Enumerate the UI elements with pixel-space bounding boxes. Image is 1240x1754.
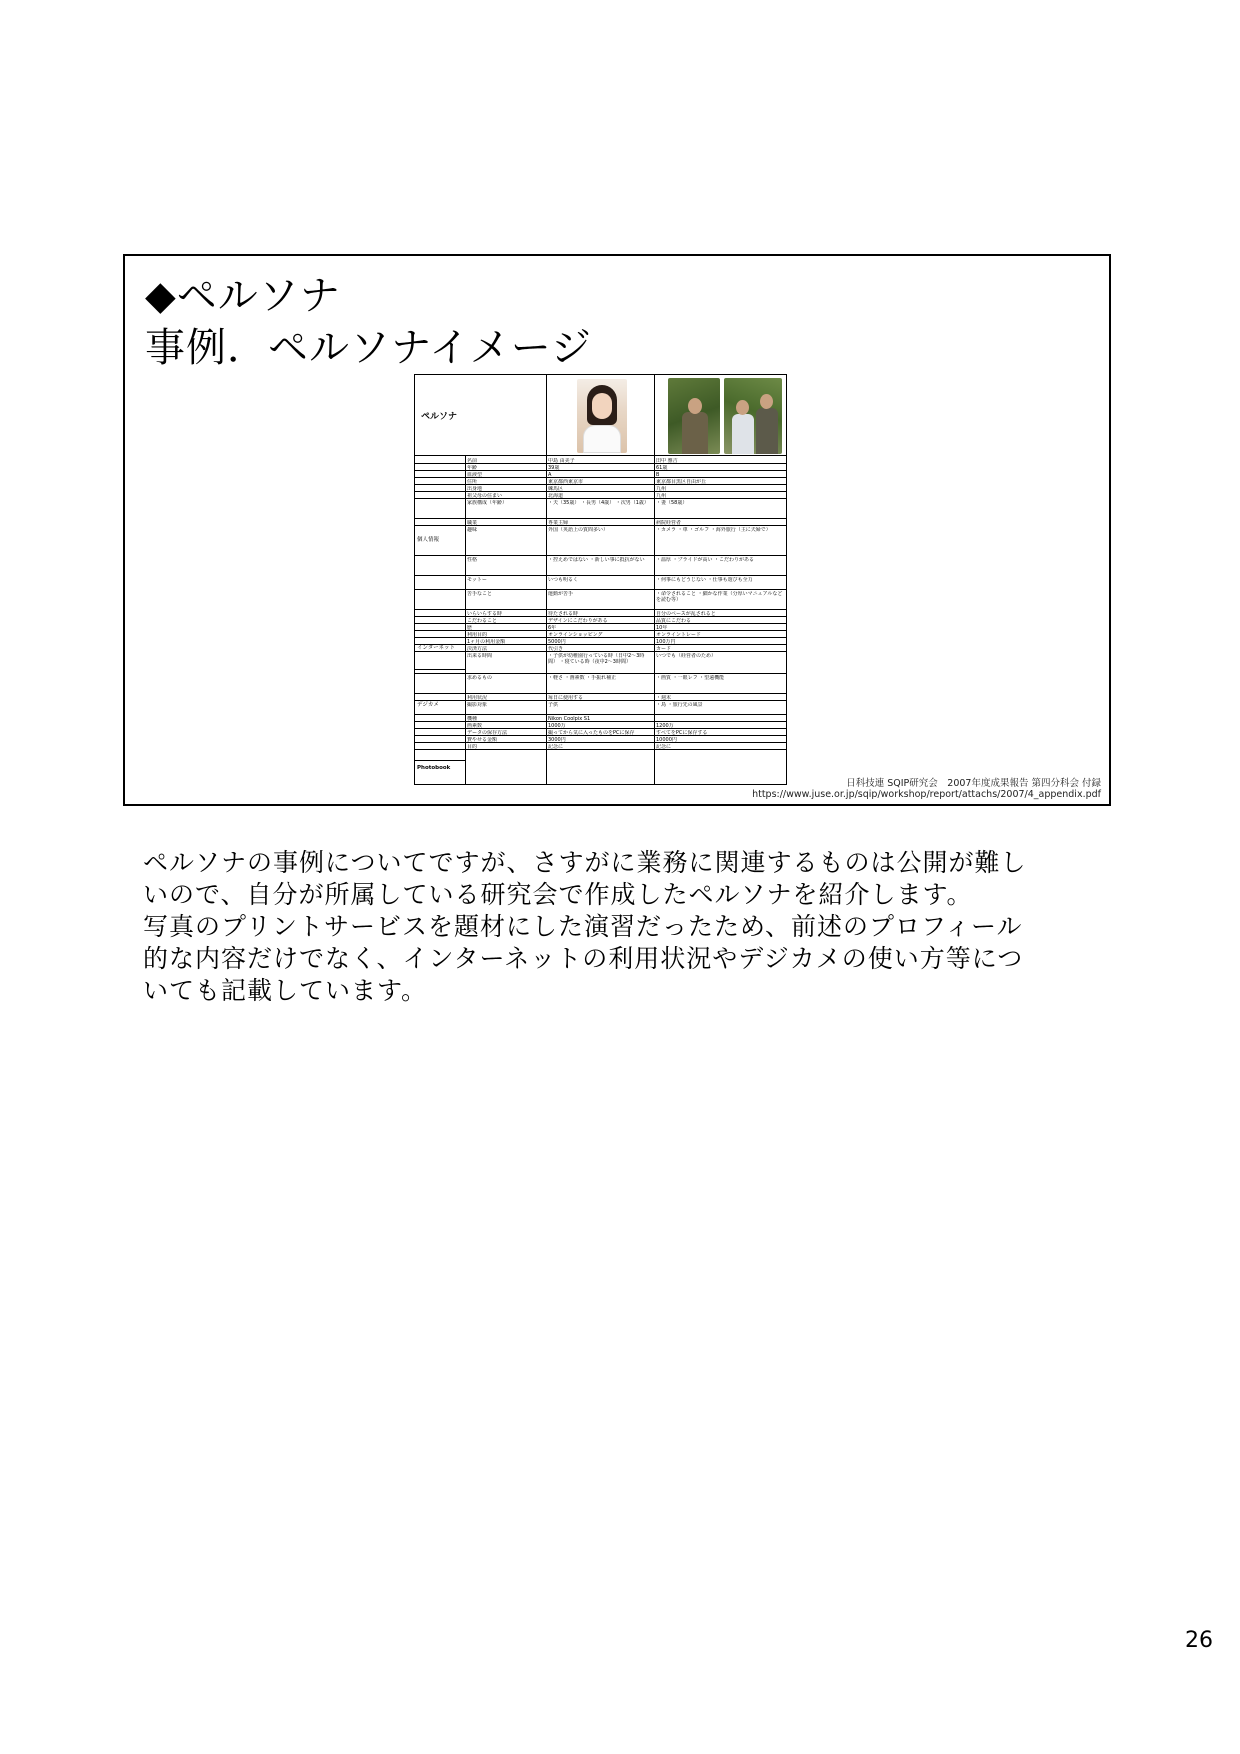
group-label-digicam: デジカメ	[417, 702, 439, 708]
table-row	[415, 652, 786, 674]
table-cell-persona-a: ・軽さ ・画素数 ・手振れ補正	[548, 675, 617, 681]
page-number: 26	[1185, 1628, 1213, 1653]
table-cell-field: 費やせる金額	[467, 737, 498, 743]
table-cell-persona-b: ・命令されること ・細かな作業（分厚いマニュアルなどを読む等）	[656, 591, 783, 603]
table-cell-persona-a: ・子供が幼稚園行っている時（日中2〜3時間） ・寝ている時（夜中2〜3時間）	[548, 653, 645, 665]
table-cell-persona-b: ・温厚 ・プライドが高い ・こだわりがある	[656, 557, 755, 563]
table-cell-field: 性格	[467, 557, 478, 563]
table-row	[415, 715, 786, 722]
persona-photo-man-1	[668, 378, 720, 454]
table-cell-field: 目的	[467, 744, 478, 750]
table-cell-persona-b: 九州	[656, 493, 667, 499]
table-cell-field: 出身地	[467, 486, 483, 492]
table-cell-persona-b: すべてをPCに保存する	[656, 730, 708, 736]
table-cell-persona-b: ・カメラ ・車 ・ゴルフ ・海外旅行（主に夫婦で）	[656, 527, 771, 533]
table-row	[415, 729, 786, 736]
table-cell-field: いらいらする時	[467, 611, 503, 617]
table-cell-field: 歴	[467, 625, 473, 631]
table-row	[415, 610, 786, 617]
table-row	[415, 576, 786, 590]
table-cell-persona-a: 東京都西東京市	[548, 479, 584, 485]
body-line-2: いので、自分が所属している研究会で作成したペルソナを紹介します。	[143, 880, 973, 909]
table-cell-persona-b: 九州	[656, 486, 667, 492]
table-cell-persona-b: 品質にこだわる	[656, 618, 692, 624]
table-row	[415, 722, 786, 729]
persona-photo-woman	[577, 379, 627, 453]
table-cell-persona-a: 5000円	[548, 639, 566, 645]
table-cell-persona-a: 撮ってから気に入ったものをPCに保存	[548, 730, 635, 736]
table-cell-persona-a: Nikon Coolpix S1	[548, 716, 591, 722]
table-cell-persona-b: ・画質 ・一眼レフ ・望遠機能	[656, 675, 725, 681]
table-cell-field: 祖父母の住まい	[467, 493, 503, 499]
table-row	[415, 499, 786, 519]
table-row	[415, 485, 786, 492]
persona-header-label: ペルソナ	[421, 412, 458, 422]
persona-table-image	[414, 374, 787, 785]
body-line-1: ペルソナの事例についてですが、さすがに業務に関連するものは公開が難し	[143, 848, 1027, 877]
table-row	[415, 743, 786, 750]
table-cell-persona-b: 1200万	[656, 723, 674, 729]
group-label-photobook: Photobook	[417, 765, 451, 771]
table-cell-persona-a: ・夫（35歳） ・長男（4歳） ・次男（1歳）	[548, 500, 649, 506]
body-line-3: 写真のプリントサービスを題材にした演習だったため、前述のプロフィール	[143, 912, 1023, 941]
table-row	[415, 631, 786, 638]
table-cell-field: 年齢	[467, 465, 478, 471]
table-cell-field: 住所	[467, 479, 478, 485]
table-row	[415, 464, 786, 471]
table-cell-field: 1ヶ月の利用金額	[467, 639, 506, 645]
table-cell-persona-a: 専業主婦	[548, 520, 569, 526]
table-cell-persona-a: 1000万	[548, 723, 566, 729]
table-row	[415, 694, 786, 701]
table-cell-persona-b: ・妻（58歳）	[656, 500, 688, 506]
table-cell-persona-b: 東京都目黒区自由が丘	[656, 479, 707, 485]
table-cell-field: 画素数	[467, 723, 483, 729]
table-cell-persona-b: カード	[656, 646, 672, 652]
table-cell-field: 利用状況	[467, 695, 488, 701]
table-cell-persona-a: 北海道	[548, 493, 564, 499]
table-cell-persona-a: 記念に	[548, 744, 564, 750]
table-row	[415, 638, 786, 645]
table-cell-persona-a: A	[548, 472, 552, 478]
persona-photo-man-2	[724, 378, 782, 454]
table-cell-persona-b: ・週末	[656, 695, 672, 701]
table-cell-field: 撮影対象	[467, 702, 488, 708]
table-row	[415, 590, 786, 610]
body-paragraph	[143, 847, 1093, 1007]
table-row	[415, 617, 786, 624]
table-cell-field: 決済方法	[467, 646, 488, 652]
table-cell-field: こだわること	[467, 618, 498, 624]
table-cell-field: 趣味	[467, 527, 478, 533]
table-cell-persona-a: 外国（英語上の質問多い）	[548, 527, 609, 533]
table-cell-persona-b: 100万円	[656, 639, 676, 645]
table-cell-persona-a: オンラインショッピング	[548, 632, 603, 638]
table-cell-persona-b: 病院経営者	[656, 520, 682, 526]
table-cell-persona-b: 61歳	[656, 465, 668, 471]
table-row	[415, 519, 786, 526]
table-cell-persona-a: 待たされる時	[548, 611, 579, 617]
table-row	[415, 526, 786, 556]
slide-title: ◆ペルソナ	[145, 273, 341, 319]
table-cell-persona-b: 自分のペースが乱されると	[656, 611, 716, 617]
table-cell-persona-a: 運動が苦手	[548, 591, 574, 597]
table-cell-persona-a: 代引き	[548, 646, 564, 652]
table-cell-persona-b: いつでも（経営者のため）	[656, 653, 717, 659]
group-label-internet: インターネット	[417, 645, 456, 651]
slide-subtitle: 事例．ペルソナイメージ	[145, 325, 592, 371]
table-cell-field: 出来る時間	[467, 653, 493, 659]
table-cell-persona-a: ・控えめではない ・新しい事に抵抗がない	[548, 557, 645, 563]
table-cell-field: 職業	[467, 520, 478, 526]
table-cell-field: 名前	[467, 458, 478, 464]
table-row	[415, 556, 786, 576]
table-row	[415, 457, 786, 464]
table-cell-persona-b: B	[656, 472, 660, 478]
table-row	[415, 471, 786, 478]
table-cell-field: 求めるもの	[467, 675, 493, 681]
table-row	[415, 674, 786, 694]
table-cell-persona-a: 中島 由美子	[548, 458, 575, 464]
source-citation: 日科技連 SQIP研究会 2007年度成果報告 第四分科会 付録	[846, 778, 1101, 789]
table-cell-field: 機種	[467, 716, 478, 722]
table-cell-persona-b: オンライントレード	[656, 632, 701, 638]
table-cell-persona-a: 子供	[548, 702, 559, 708]
table-cell-persona-b: ・鳥 ・旅行先の風景	[656, 702, 703, 708]
table-row	[415, 478, 786, 485]
table-row	[415, 624, 786, 631]
table-cell-field: 利用目的	[467, 632, 488, 638]
table-cell-field: モットー	[467, 577, 487, 583]
table-cell-field: データの保存方法	[467, 730, 508, 736]
table-cell-persona-b: 10000円	[656, 737, 677, 743]
table-cell-persona-b: ・何事にもどうじない ・仕事も遊びも全力	[656, 577, 753, 583]
group-label-personal: 個人情報	[417, 537, 440, 543]
table-cell-field: 苦手なこと	[467, 591, 493, 597]
table-row	[415, 645, 786, 652]
table-cell-persona-b: 記念に	[656, 744, 672, 750]
source-url: https://www.juse.or.jp/sqip/workshop/report/attachs/2007/4_appendix.pdf	[752, 789, 1101, 800]
body-line-4: 的な内容だけでなく、インターネットの利用状況やデジカメの使い方等につ	[143, 944, 1024, 973]
table-row	[415, 492, 786, 499]
table-cell-persona-b: 田中 雅吉	[656, 458, 678, 464]
slide-frame	[123, 254, 1111, 806]
table-row	[415, 736, 786, 743]
table-cell-persona-a: 3000円	[548, 737, 566, 743]
table-cell-persona-a: 練馬区	[548, 486, 564, 492]
table-cell-persona-b: 10年	[656, 625, 668, 631]
table-cell-persona-a: 6年	[548, 625, 557, 631]
table-cell-persona-a: 毎日に使用する	[548, 695, 584, 701]
persona-table-header	[415, 375, 786, 456]
table-cell-persona-a: いつも明るく	[548, 577, 579, 583]
table-cell-persona-a: デザインにこだわりがある	[548, 618, 608, 624]
body-line-5: いても記載しています。	[143, 976, 428, 1005]
table-cell-field: 家族構成（年齢）	[467, 500, 508, 506]
table-cell-persona-a: 39歳	[548, 465, 560, 471]
table-row	[415, 701, 786, 715]
table-cell-field: 血液型	[467, 472, 483, 478]
